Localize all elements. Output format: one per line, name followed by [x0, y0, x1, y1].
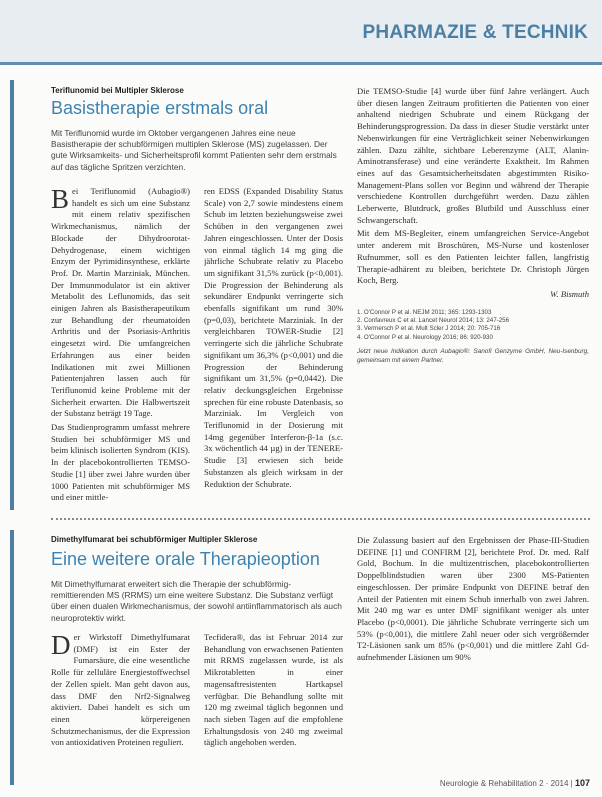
article1-col1-paragraph-2: Das Studienprogramm umfasst mehrere Studien bei schubförmiger MS und beim klinisch isolierten Syndrom (KIS). In der placebokontrollierten TEMSO-Studie [1] über zwei Jahre wurden über 1000 Patienten mit schubförmiger MS und einer mittle- [51, 422, 190, 503]
article-divider [51, 518, 590, 520]
article2-dropcap: D [51, 632, 71, 660]
article1-lead: Mit Teriflunomid wurde im Oktober vergangenen Jahres eine neue Basistherapie der schubförmigen multiplen Sklerose (MS) zugelassen. Der gute Wirksamkeits- und Sicherheitsprofil kommt Patienten sehr dem erstmals auf das tägliche Spritzen verzichten. [51, 128, 337, 172]
footer-separator: | [570, 779, 575, 788]
article1-col3-paragraph-2: Mit dem MS-Begleiter, einem umfangreichen Service-Angebot unter anderem mit Broschüren, MS-Nurse und kostenloser Rufnummer, soll es den Patienten leichter fallen, langfristig Therapie-adhärent zu bleiben, berichtete Dr. Christoph Jürgen Koch, Berg. [357, 228, 589, 286]
article2-column-3 [357, 535, 589, 773]
article1-column-2 [204, 186, 343, 512]
article2-col1-paragraph-1: er Wirkstoff Dimethylfumarat (DMF) ist ein Ester der Fumarsäure, die eine wesentliche Rolle für zelluläre Energiestoffwechsel der Zellen spielt. Man geht davon aus, dass DMF den Nrf2-Signalweg aktiviert. Dabei handelt es sich um einen körpereigenen Schutzmechanismus, der die Expression von antioxidativen Proteinen reguliert. [51, 632, 190, 748]
article1-col2-paragraph-1: ren EDSS (Expanded Disability Status Scale) von 2,7 sowie mindestens einem Schub im letzten beziehungsweise zwei Schüben in den vergangenen zwei Jahren eingeschlossen. Unter der Dosis von einmal täglich 14 mg ging die jährliche Schubrate relativ zu Placebo um signifikant 31,5% zurück (p<0,001). Die Progression der Behinderung als sekundärer Endpunkt verringerte sich ebenfalls signifikant um rund 30% (p=0,03), berichtete Marziniak. In der vergleichbaren TOWER-Studie [2] verringerte sich die jährliche Schubrate signifikant um 36,3% (p<0,001) und die Progression der Behinderung signifikant um 31,5% (p=0,0442). Die relativ deckungsgleichen Ergebnisse sprechen für eine robuste Datenbasis, so Marziniak. Im Vergleich von Teriflunomid in der Dosierung mit 14mg gegenüber Interferon-β-1a (s.c. 3x wöchentlich 44 µg) in der TENERE-Studie [3] erwiesen sich beide Substanzen als gleich wirksam in der Reduktion der Schubrate. [204, 186, 343, 489]
article1-column-3 [357, 86, 589, 512]
article1-kicker: Teriflunomid bei Multipler Sklerose [51, 86, 184, 95]
article1-author: W. Bismuth [550, 288, 589, 299]
margin-rule-bottom [10, 530, 14, 785]
reference-item: 2. Confavreux C et al. Lancet Neurol 2014; 13: 247-256 [357, 317, 510, 325]
article1-col3-paragraph-1: Die TEMSO-Studie [4] wurde über fünf Jahre verlängert. Auch über diesen langen Zeitraum profitierten die Patienten von einer anhaltend niedrigen Schubrate und einem Rückgang der Behinderungsprogression. Da dass in dieser Studie verstärkt unter Nebenwirkungen für eine Verträglichkeit seiner Nebenwirkungen zählen. Dazu zählte, sichtbare Leberenzyme (ALT, Alanin-Aminotransferase) und eine veränderte Exaktheit. Im Rahmen eines auf das Gesamtsicherheitsdaten abgestimmten Risiko-Management-Plans sollen vor Beginn und während der Therapie verschiedene Kontrollen durchgeführt werden. Dazu zählen Leberwerte, Blutdruck, großes Blutbild und Ausschluss einer Schwangerschaft. [357, 86, 589, 225]
article2-column-2 [204, 632, 343, 782]
article1-column-1 [51, 186, 190, 512]
article1-dropcap: B [51, 186, 70, 214]
article1-col1-paragraph-1: ei Teriflunomid (Aubagio®) handelt es sich um eine Substanz mit einem relativ spezifischen Wirkmechanismus, nämlich der Blockade der Dihydroorotat-Dehydrogenase, einem wichtigen Enzym der Pyrimidinsynthese, erklärte Prof. Dr. Martin Marziniak, München. Der Immunmodulator ist ein aktiver Metabolit des Leflunomids, das seit einigen Jahren als Basistherapeutikum zur Behandlung der rheumatoiden Arthritis und der Psoriasis-Arthritis eingesetzt wird. Die umfangreichen Erfahrungen aus einer beiden Indikationen mit zwei Millionen Patientenjahren lassen auch für Teriflunomid keine Probleme mit der Sicherheit erwarten. Die Halbwertszeit der Substanz beträgt 19 Tage. [51, 186, 190, 419]
page-number: 107 [574, 778, 590, 788]
article1-headline: Basistherapie erstmals oral [51, 98, 269, 118]
journal-name: Neurologie & Rehabilitation 2 · 2014 [439, 779, 569, 788]
reference-item: 3. Vermersch P et al. Mult Scler J 2014; 20: 705-716 [357, 325, 501, 333]
article2-headline: Eine weitere orale Therapieoption [51, 549, 320, 569]
article1-source-note: Jetzt neue Indikation durch Aubagio®: Sanofi Genzyme GmbH, Neu-Isenburg, gemeinsam mit einem Partner. [357, 348, 589, 364]
reference-item: 1. O'Connor P et al. NEJM 2011; 365: 1293-1303 [357, 308, 492, 316]
article2-col2-paragraph-1: Tecfidera®, das ist Februar 2014 zur Behandlung von erwachsenen Patienten mit RRMS zugelassen wurde, ist als Mikrotabletten in einer magensaftresistenten Hartkapsel verfügbar. Die Behandlung sollte mit 120 mg zweimal täglich begonnen und nach sieben Tagen auf die empfohlene Erhaltungsdosis von 240 mg zweimal täglich angehoben werden. [204, 632, 343, 748]
margin-rule-top [10, 80, 14, 510]
article2-col3-paragraph-1: Die Zulassung basiert auf den Ergebnissen der Phase-III-Studien DEFINE [1] und CONFIRM [2], berichtete Prof. Dr. med. Ralf Gold, Bochum. In die multizentrischen, placebokontrollierten Doppelblindstudien waren über 2300 MS-Patienten eingeschlossen. Der primäre Endpunkt von DEFINE betraf den Anteil der Patienten mit einem Schub innerhalb von zwei Jahren. Mit 240 mg war es unter DMF signifikant weniger als unter Placebo (p<0,0001). Die jährliche Schubrate verringerte sich um 53% (p<0,001), die mittlere Zahl neuer oder sich vergrößernder T2-Läsionen sank um 85% (p<0,001) und die mittlere Zahl Gd-aufnehmender Läsionen um 90% [357, 535, 589, 663]
article1-references [357, 309, 589, 343]
reference-item: 4. O'Connor P et al. Neurology 2016; 86: 920-930 [357, 333, 493, 341]
article2-kicker: Dimethylfumarat bei schubförmiger Multipler Sklerose [51, 535, 258, 544]
article2-lead: Mit Dimethylfumarat erweitert sich die Therapie der schubförmig-remittierenden MS (RRMS) um eine weitere Substanz. Die Substanz verfügt über einen dualen Wirkmechanismus, der sowohl antiinflammatorisch als auch neuroprotektiv wirkt. [51, 579, 342, 623]
page-footer [440, 778, 590, 788]
section-title: PHARMAZIE & TECHNIK [362, 22, 588, 43]
article2-column-1 [51, 632, 190, 782]
